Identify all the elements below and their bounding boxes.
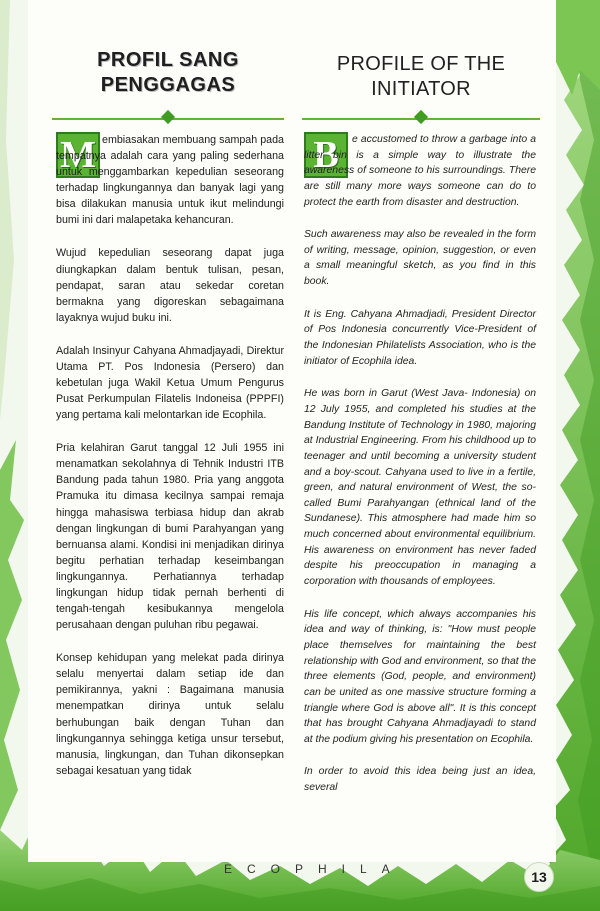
right-article-text [304,132,536,813]
right-paragraph-4: He was born in Garut (West Java- Indonesia) on 12 July 1955, and completed his studies at the Bandung Institute of Technology in 1980, majoring at Industrial Engineering. From his childhood up to teenager and until becoming a university student and a boy-scout. Cahyana used to live in a fertile, green, and natural environment of West, the so-called Bumi Parahyangan (ethnical land of the Sundanese). This atmosphere had made him so much concerned about environmental equilibrium. His awareness on environment has never faded despite his preoccupation in managing a corporation with thousands of employees. [304,388,536,588]
magazine-name-footer: ECOPHILA [224,862,405,876]
left-paragraph-3: Adalah Insinyur Cahyana Ahmadjayadi, Direktur Utama PT. Pos Indonesia (Persero) dan kebetulan juga Wakil Ketua Umum Pengurus Pusat Perkumpulan Filatelis Indoneisa (PPPFI) yang pertama kali melontarkan ide Ecophila. [56,344,284,422]
page-number-badge: 13 [524,862,554,892]
title-divider-left [52,112,284,126]
right-paragraph-6: In order to avoid this idea being just an idea, several [304,766,536,794]
left-paragraph-4: Pria kelahiran Garut tanggal 12 Juli 1955 ini menamatkan sekolahnya di Tehnik Industri ITB Bandung pada tahun 1980. Pria yang anggota Pramuka itu dimasa kecilnya sampai remaja hingga mahasiswa terbiasa hidup dan akrab dengan lingkungan di bumi Parahyangan yang bernuansa alami. Kondisi ini menjadikan dirinya begitu perhatian terhadap keseimbangan lingkungannya. Perhatiannya terhadap lingkungan hidup tidak pernah berhenti di tengah-tengah kesibukannya mengelola perusahaan dengan puluhan ribu pegawai. [56,442,284,632]
left-paragraph-5: Konsep kehidupan yang melekat pada dirinya selalu menyertai dalam setiap ide dan pemikirannya, yakni : Bagaimana manusia menempatkan dirinya untuk selalu berhubungan baik dengan Tuhan dan lingkungannya sehingga ketiga unsur tersebut, manusia, lingkungan, dan Tuhan dikonsepkan sebagai kesatuan yang tidak [56,652,284,777]
right-paragraph-2: Such awareness may also be revealed in the form of writing, message, opinion, suggestion, or even a small meaningful sketch, as you find in this book. [304,229,536,288]
title-english: PROFILE OF THE INITIATOR [336,53,506,100]
title-divider-right [302,112,540,126]
diamond-ornament-icon [161,110,175,124]
title-indonesian: PROFIL SANG PENGGAGAS [97,49,239,96]
left-paragraph-2: Wujud kepedulian seseorang dapat juga diungkapkan dalam bentuk tulisan, pesan, pendapat, saran atau sekedar coretan bermakna yang digoreskan sebagaimana layaknya wujud buku ini. [56,247,284,324]
dropcap-b: B [304,132,348,178]
right-paragraph-3: It is Eng. Cahyana Ahmadjadi, President Director of Pos Indonesia concurrently Vice-President of the Indonesian Philatelists Association, who is the initiator of Ecophila idea. [304,308,536,367]
right-paragraph-5: His life concept, which always accompanies his idea and way of thinking, is: "How must people place themselves for maintaining the best relationship with God and environment, so that the three elements (God, people, and environment) can be united as one massive structure forming a triangle where God is above all". It is this concept that has brought Cahyana Ahmadjayadi to stand at the podium giving his presentation on Ecophila. [304,608,536,745]
left-article-text [56,132,284,796]
dropcap-m: M [56,132,100,178]
right-paragraph-1: e accustomed to throw a garbage into a litter bin is a simple way to illustrate the awareness of someone to his surroundings. There are still many more ways someone can do to protect the earth from disaster and destruction. [304,134,536,208]
diamond-ornament-icon [414,110,428,124]
left-paragraph-1: embiasakan membuang sampah pada tempatnya adalah cara yang paling sederhana untuk menggambarkan kepedulian seseorang terhadap lingkungannya dan banyak lagi yang bisa dilakukan manusia untuk ikut melindungi bumi ini dari malapetaka kehancuran. [56,134,284,227]
